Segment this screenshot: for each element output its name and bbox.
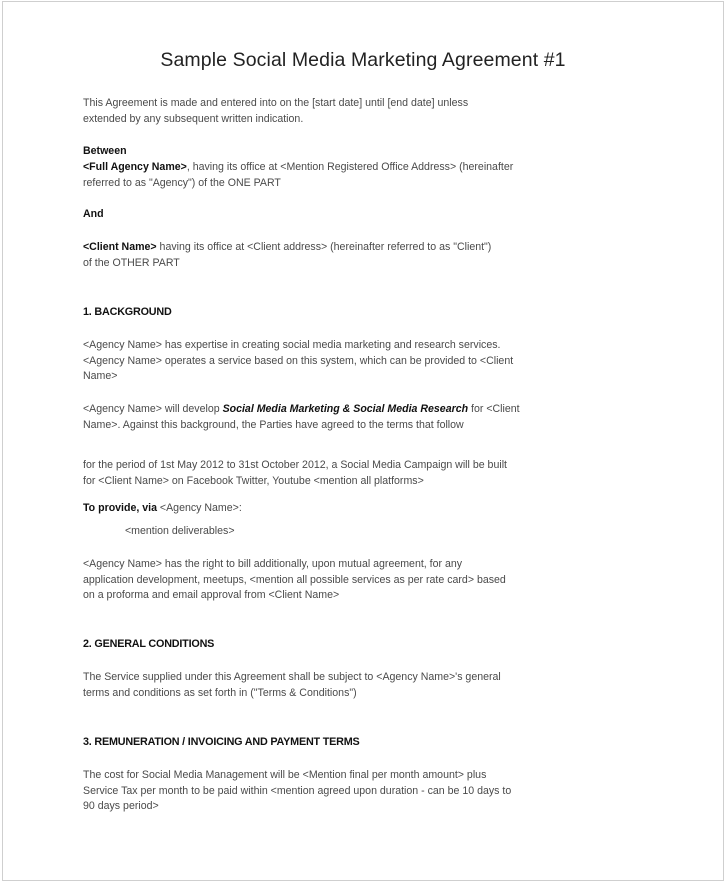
background-heading <box>83 305 625 321</box>
paragraph-line: for the period of 1st May 2012 to 31st October 2012, a Social Media Campaign will be built <box>83 459 507 471</box>
and-heading-text: And <box>83 208 104 220</box>
service-name-emphasis: Social Media Marketing & Social Media Research <box>222 403 469 415</box>
paragraph-line: Name>. Against this background, the Parties have agreed to the terms that follow <box>83 418 464 431</box>
paragraph-text: for <Client <box>468 403 520 415</box>
document-page <box>2 1 724 881</box>
general-conditions-heading <box>83 637 625 653</box>
provide-label: To provide, via <box>83 502 157 514</box>
paragraph-line: The Service supplied under this Agreement shall be subject to <Agency Name>'s general <box>83 671 501 683</box>
general-conditions-paragraph <box>83 670 625 701</box>
between-heading-text: Between <box>83 145 127 157</box>
intro-line: This Agreement is made and entered into on the [start date] until [end date] unless <box>83 97 469 109</box>
general-heading-text: 2. GENERAL CONDITIONS <box>83 638 215 650</box>
intro-line: extended by any subsequent written indication. <box>83 112 304 125</box>
paragraph-line: terms and conditions as set forth in ("Terms & Conditions") <box>83 686 357 699</box>
client-party-text: having its office at <Client address> (hereinafter referred to as "Client") <box>156 241 492 253</box>
client-party-text: of the OTHER PART <box>83 256 180 269</box>
paragraph-text: <Agency Name> will develop <box>83 403 223 415</box>
deliverables-line <box>125 524 525 540</box>
background-paragraph-3 <box>83 458 625 489</box>
paragraph-line: Service Tax per month to be paid within <mention agreed upon duration - can be 10 days to <box>83 784 512 797</box>
between-heading <box>83 144 625 160</box>
background-paragraph-2 <box>83 402 625 433</box>
and-heading <box>83 207 625 223</box>
paragraph-line: <Agency Name> operates a service based on this system, which can be provided to <Client <box>83 354 514 367</box>
remuneration-heading <box>83 735 625 751</box>
deliverables-placeholder: <mention deliverables> <box>125 525 235 537</box>
paragraph-line: application development, meetups, <mention all possible services as per rate card> based <box>83 573 506 586</box>
provide-agency: <Agency Name>: <box>156 502 242 514</box>
paragraph-line: The cost for Social Media Management will be <Mention final per month amount> plus <box>83 769 487 781</box>
remuneration-paragraph <box>83 768 625 815</box>
paragraph-line: for <Client Name> on Facebook Twitter, Youtube <mention all platforms> <box>83 474 424 487</box>
paragraph-line: <Agency Name> has the right to bill additionally, upon mutual agreement, for any <box>83 558 463 570</box>
client-party-paragraph <box>83 240 625 271</box>
document-title: Sample Social Media Marketing Agreement #1 <box>160 49 566 71</box>
paragraph-line: on a proforma and email approval from <Client Name> <box>83 589 340 602</box>
background-heading-text: 1. BACKGROUND <box>83 306 172 318</box>
agency-party-text: , having its office at <Mention Registered Office Address> (hereinafter <box>186 161 514 173</box>
paragraph-line: 90 days period> <box>83 800 159 813</box>
background-paragraph-4 <box>83 557 625 604</box>
remuneration-heading-text: 3. REMUNERATION / INVOICING AND PAYMENT TERMS <box>83 736 360 748</box>
agency-party-text: referred to as "Agency") of the ONE PART <box>83 176 281 189</box>
paragraph-line: Name> <box>83 370 118 383</box>
intro-paragraph <box>83 96 625 127</box>
provide-line <box>83 501 625 517</box>
agency-party-paragraph <box>83 160 625 191</box>
background-paragraph-1 <box>83 338 625 385</box>
paragraph-line: <Agency Name> has expertise in creating social media marketing and research services. <box>83 339 501 351</box>
client-name-placeholder: <Client Name> <box>83 241 157 253</box>
agency-name-placeholder: <Full Agency Name> <box>83 161 187 173</box>
